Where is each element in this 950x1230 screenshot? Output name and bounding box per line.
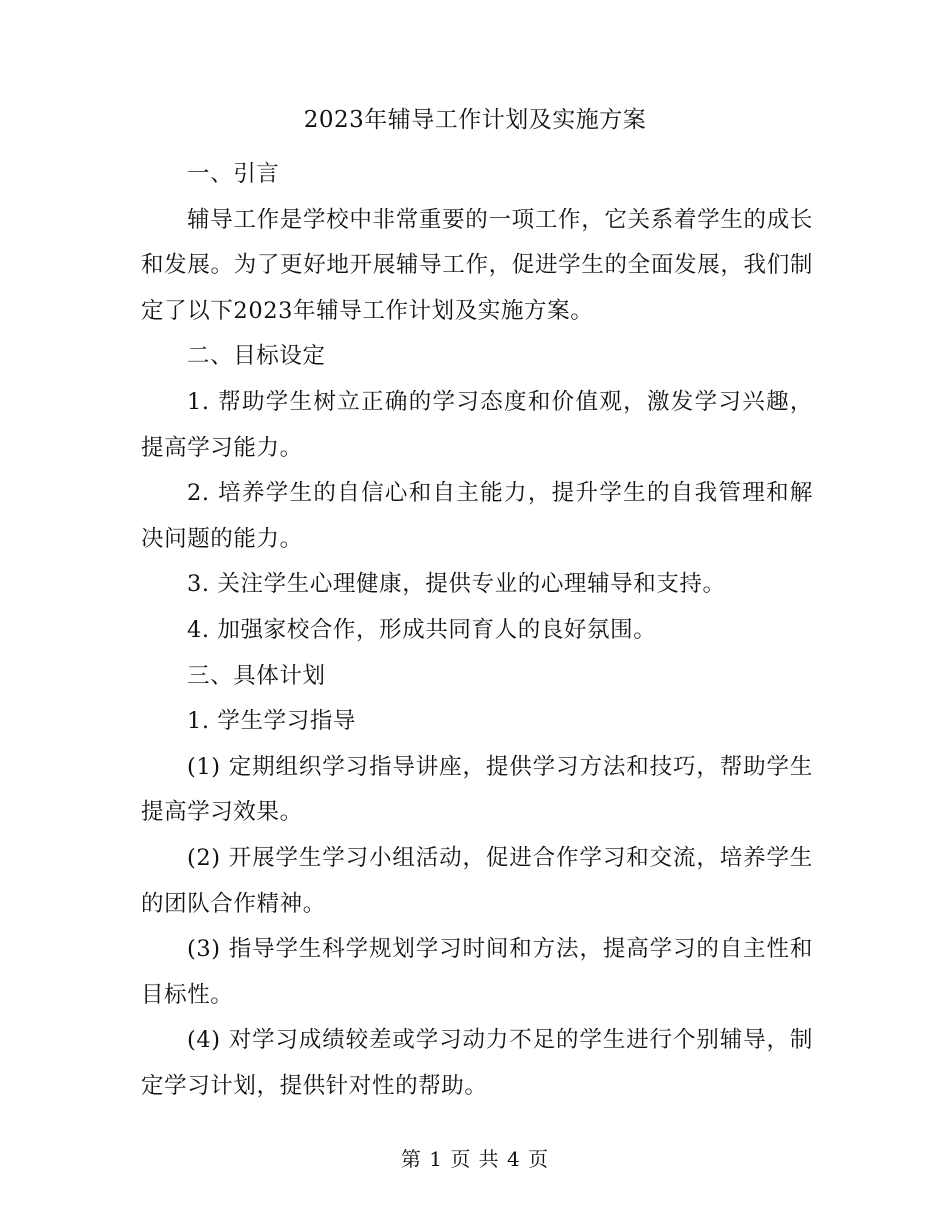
document-title: 2023年辅导工作计划及实施方案	[303, 107, 647, 133]
plan-subheading-study-guidance: 1. 学生学习指导	[187, 708, 357, 735]
goal-item-3: 3. 关注学生心理健康，提供专业的心理辅导和支持。	[187, 571, 726, 598]
page-number-footer: 第 1 页 共 4 页	[400, 1147, 550, 1171]
plan-item-4: (4) 对学习成绩较差或学习动力不足的学生进行个别辅导，制定学习计划，提供针对性的帮助。	[141, 1027, 813, 1099]
plan-item-3: (3) 指导学生科学规划学习时间和方法，提高学习的自主性和目标性。	[141, 936, 813, 1008]
goal-item-4: 4. 加强家校合作，形成共同育人的良好氛围。	[187, 616, 657, 643]
goal-item-2: 2. 培养学生的自信心和自主能力，提升学生的自我管理和解决问题的能力。	[141, 480, 813, 552]
document-body	[141, 152, 813, 1109]
plan-item-1: (1) 定期组织学习指导讲座，提供学习方法和技巧，帮助学生提高学习效果。	[141, 753, 813, 826]
section-heading-introduction: 一、引言	[187, 161, 280, 187]
paragraph-introduction: 辅导工作是学校中非常重要的一项工作，它关系着学生的成长和发展。为了更好地开展辅导工作，促进学生的全面发展，我们制定了以下2023年辅导工作计划及实施方案。	[141, 206, 813, 324]
goal-item-1: 1. 帮助学生树立正确的学习态度和价值观，激发学习兴趣，提高学习能力。	[141, 388, 813, 461]
section-heading-goals: 二、目标设定	[187, 343, 326, 370]
plan-item-2: (2) 开展学生学习小组活动，促进合作学习和交流，培养学生的团队合作精神。	[141, 844, 813, 917]
section-heading-plan: 三、具体计划	[187, 662, 326, 689]
